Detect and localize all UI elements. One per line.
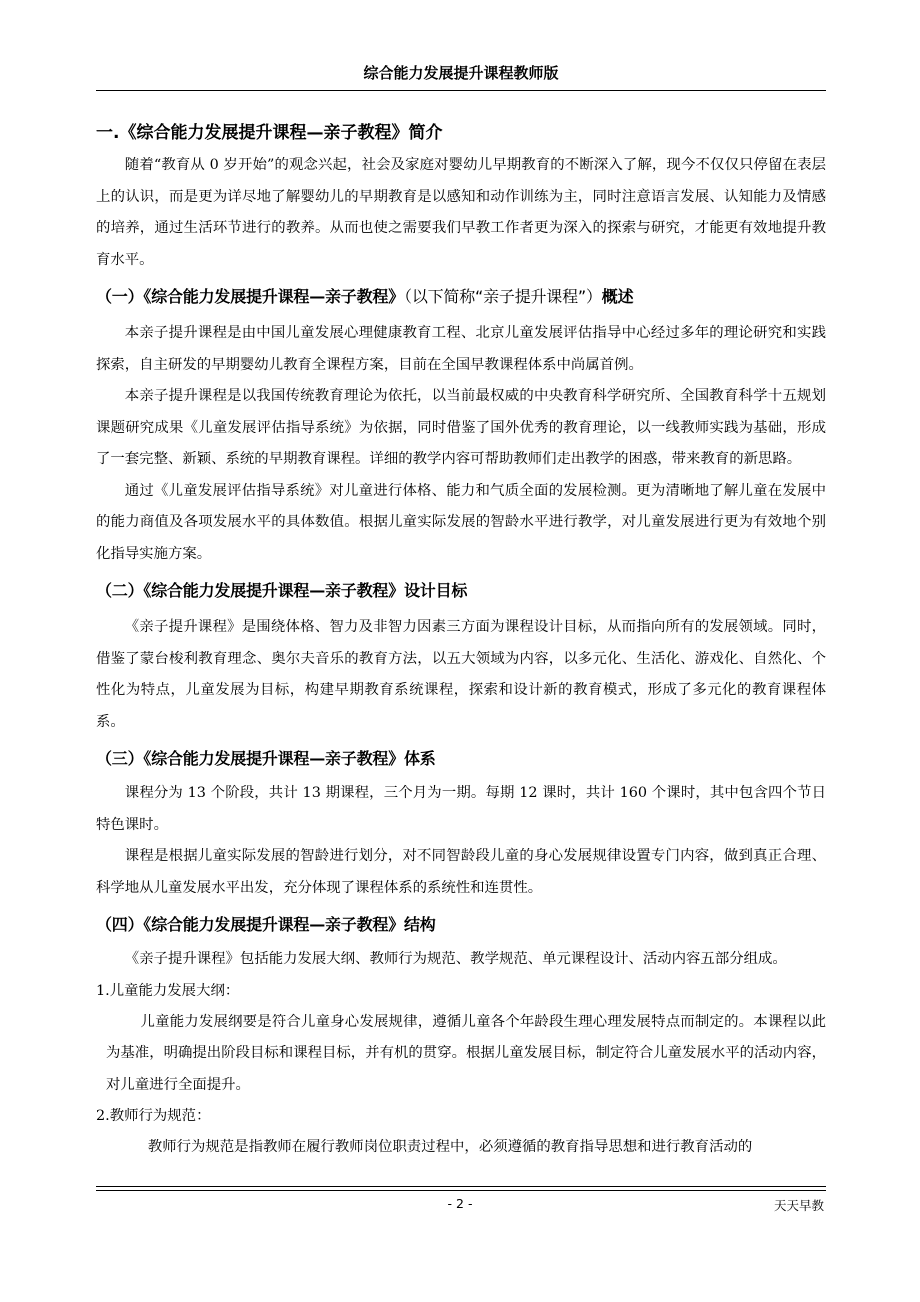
page-number: - 2 -	[447, 1196, 473, 1211]
subsection-3-paragraph-2: 课程是根据儿童实际发展的智龄进行划分，对不同智龄段儿童的身心发展规律设置专门内容，做到真正合理、科学地从儿童发展水平出发，充分体现了课程体系的系统性和连贯性。	[96, 848, 826, 896]
subsection-2-heading: （二）《综合能力发展提升课程—亲子教程》设计目标	[96, 581, 468, 600]
section-1-paragraph: 随着“教育从 0 岁开始”的观念兴起，社会及家庭对婴幼儿早期教育的不断深入了解，现今不仅仅只停留在表层上的认识，而是更为详尽地了解婴幼儿的早期教育是以感知和动作训练为主，同时注意语言发展、认知能力及情感的培养，通过生活环节进行的教养。从而也使之需要我们早教工作者更为深入的探索与研究，才能更有效地提升教育水平。	[96, 157, 826, 268]
footer-rule-thick	[96, 1186, 826, 1187]
subsection-1-heading-main: （一）《综合能力发展提升课程—亲子教程》	[96, 287, 405, 306]
header-rule	[96, 90, 826, 91]
footer-brand: 天天早教	[773, 1198, 824, 1213]
subsection-3-paragraph-1: 课程分为 13 个阶段，共计 13 期课程，三个月为一期。每期 12 课时，共计 160 个课时，其中包含四个节日特色课时。	[96, 785, 826, 833]
section-1-heading: 一.《综合能力发展提升课程—亲子教程》简介	[96, 123, 443, 143]
page-header-title: 综合能力发展提升课程教师版	[363, 64, 559, 82]
subsection-1-heading	[96, 282, 826, 312]
list-item-1-label: 1.儿童能力发展大纲：	[96, 982, 240, 999]
subsection-2-paragraph: 《亲子提升课程》是围绕体格、智力及非智力因素三方面为课程设计目标，从而指向所有的发展领域。同时，借鉴了蒙台梭利教育理念、奥尔夫音乐的教育方法，以五大领域为内容，以多元化、生活化、游戏化、自然化、个性化为特点，儿童发展为目标，构建早期教育系统课程，探索和设计新的教育模式，形成了多元化的教育课程体系。	[96, 619, 826, 730]
subsection-1-paragraph-2: 本亲子提升课程是以我国传统教育理论为依托，以当前最权威的中央教育科学研究所、全国教育科学十五规划课题研究成果《儿童发展评估指导系统》为依据，同时借鉴了国外优秀的教育理论，以一线教师实践为基础，形成了一套完整、新颖、系统的早期教育课程。详细的教学内容可帮助教师们走出教学的困惑，带来教育的新思路。	[96, 388, 826, 467]
list-item-2-label: 2.教师行为规范：	[96, 1108, 211, 1124]
subsection-1-heading-note: （以下简称“亲子提升课程”）	[404, 287, 602, 306]
subsection-1-paragraph-1: 本亲子提升课程是由中国儿童发展心理健康教育工程、北京儿童发展评估指导中心经过多年的理论研究和实践探索，自主研发的早期婴幼儿教育全课程方案，目前在全国早教课程体系中尚属首例。	[96, 325, 826, 373]
list-item-2-paragraph: 教师行为规范是指教师在履行教师岗位职责过程中，必须遵循的教育指导思想和进行教育活动的	[147, 1139, 753, 1155]
document-body	[96, 118, 826, 1164]
subsection-1-paragraph-3: 通过《儿童发展评估指导系统》对儿童进行体格、能力和气质全面的发展检测。更为清晰地了解儿童在发展中的能力商值及各项发展水平的具体数值。根据儿童实际发展的智龄水平进行教学，对儿童发展进行更为有效地个别化指导实施方案。	[96, 482, 826, 562]
subsection-3-heading: （三）《综合能力发展提升课程—亲子教程》体系	[96, 749, 436, 768]
footer-rule-thin	[96, 1190, 826, 1191]
subsection-4-paragraph: 《亲子提升课程》包括能力发展大纲、教师行为规范、教学规范、单元课程设计、活动内容五部分组成。	[124, 951, 787, 967]
subsection-4-heading: （四）《综合能力发展提升课程—亲子教程》结构	[96, 915, 436, 934]
subsection-1-heading-tail: 概述	[601, 287, 634, 306]
list-item-1-paragraph: 儿童能力发展纲要是符合儿童身心发展规律，遵循儿童各个年龄段生理心理发展特点而制定的。本课程以此为基准，明确提出阶段目标和课程目标，并有机的贯穿。根据儿童发展目标，制定符合儿童发展水平的活动内容，对儿童进行全面提升。	[106, 1013, 826, 1093]
